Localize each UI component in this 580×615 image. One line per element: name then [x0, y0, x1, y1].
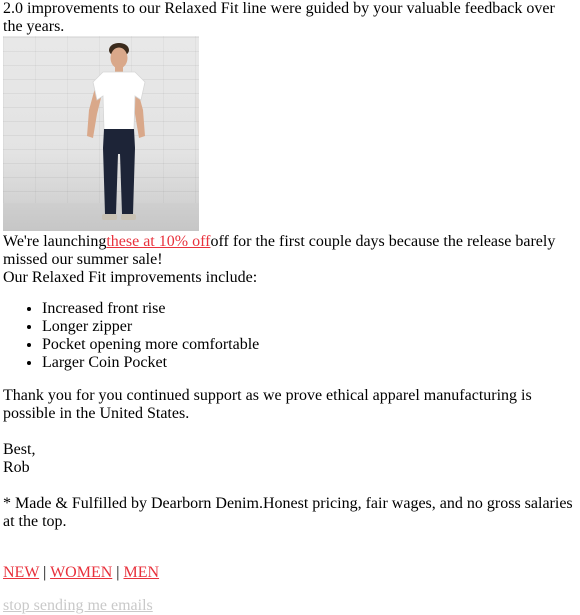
- nav-separator: |: [116, 564, 120, 581]
- nav-link-women[interactable]: WOMEN: [50, 564, 113, 581]
- list-item: • Increased front rise: [42, 300, 577, 318]
- category-nav: [3, 564, 577, 582]
- nav-link-new[interactable]: NEW: [3, 564, 40, 581]
- dark-jeans: [103, 129, 135, 214]
- shoe-left: [102, 214, 117, 220]
- product-photo[interactable]: [3, 36, 199, 231]
- launch-text-before: We're launching: [3, 233, 107, 250]
- signoff-name: Rob: [3, 459, 30, 476]
- list-item: • Larger Coin Pocket: [42, 354, 577, 372]
- list-item: • Pocket opening more comfortable: [42, 336, 577, 354]
- model-head: [111, 48, 128, 69]
- unsubscribe: [3, 597, 577, 615]
- model-figure: [3, 36, 199, 231]
- signoff: [3, 441, 577, 477]
- nav-link-men[interactable]: MEN: [123, 564, 160, 581]
- footnote: * Made & Fulfilled by Dearborn Denim.Honest pricing, fair wages, and no gross salaries at the top.: [3, 495, 573, 530]
- features-list: [3, 300, 577, 372]
- launch-paragraph: [3, 233, 577, 269]
- launch-text-after: off for the first couple days because the release barely missed our summer sale!: [3, 233, 556, 268]
- improvements-heading: Our Relaxed Fit improvements include:: [3, 269, 258, 286]
- intro-text: 2.0 improvements to our Relaxed Fit line were guided by your valuable feedback over the years.: [3, 0, 555, 35]
- sale-link[interactable]: these at 10% off: [106, 233, 211, 250]
- shoe-right: [121, 214, 136, 220]
- nav-separator: |: [43, 564, 47, 581]
- thanks-paragraph: Thank you for you continued support as we prove ethical apparel manufacturing is possible in the United States.: [3, 387, 532, 422]
- unsubscribe-link[interactable]: stop sending me emails: [3, 597, 153, 614]
- list-item: • Longer zipper: [42, 318, 577, 336]
- signoff-closing: Best,: [3, 441, 36, 458]
